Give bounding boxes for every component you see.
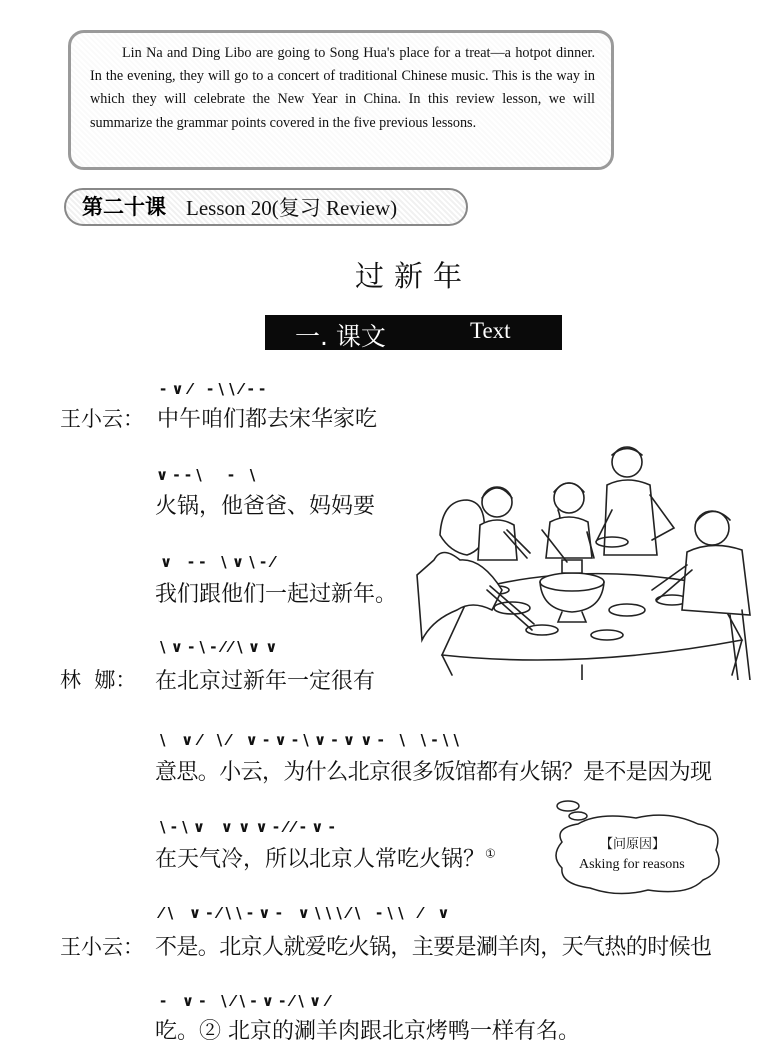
speaker-label: 王小云： (60, 407, 144, 431)
bubble-title-en: Asking for reasons (579, 857, 685, 872)
hotpot-dinner-illustration (412, 440, 752, 680)
dialogue-line: 中午咱们都去宋华家吃 (157, 407, 378, 432)
section-header (265, 315, 562, 350)
tone-marks: - ∨ - \ ⁄ \ - ∨ - ⁄ \ ∨ ⁄ (160, 992, 329, 1010)
bubble-title-cn: 【问原因】 (600, 837, 666, 852)
intro-paragraph: Lin Na and Ding Libo are going to Song Hua's place for a treat—a hotpot dinner. In the evening, they will go to a concert of traditional Chinese music. This is the way in which they will celebrate the New Year in China. In this review lesson, we will summarize the grammar points covered in the five previous lessons. (90, 45, 595, 131)
dialogue-line: 意思。小云，为什么北京很多饭馆都有火锅？是不是因为现 (155, 760, 712, 785)
dialogue-line: 吃。② 北京的涮羊肉跟北京烤鸭一样有名。 (155, 1019, 580, 1044)
dialogue-line: 火锅，他爸爸、妈妈要 (155, 494, 376, 519)
dialogue-line (155, 842, 496, 873)
tone-marks: ∨ - - \ - \ (156, 466, 256, 484)
section-title-cn: 一. 课文 (295, 322, 386, 351)
lesson-number-cn: 第二十课 (82, 195, 166, 219)
lesson-number-en: Lesson 20(复习 Review) (186, 196, 398, 220)
dialogue-line: 不是。北京人就爱吃火锅，主要是涮羊肉，天气热的时候也 (155, 935, 712, 960)
tone-marks: - ∨ ⁄ - \ \ ⁄ - - (160, 380, 266, 398)
tone-marks: \ - \ ∨ ∨ ∨ ∨ - ⁄ ⁄ - ∨ - (160, 818, 335, 836)
dialogue-text: 在天气冷，所以北京人常吃火锅？ (155, 847, 486, 872)
speaker-label: 林 娜： (60, 668, 137, 692)
tone-marks: ∨ - - \ ∨ \ - ⁄ (160, 553, 274, 571)
dialogue-line: 我们跟他们一起过新年。 (155, 582, 398, 607)
tone-marks: \ ∨ ⁄ \ ⁄ ∨ - ∨ - \ ∨ - ∨ ∨ - \ \ - \ \ (160, 731, 460, 749)
speaker-label: 王小云： (60, 935, 144, 959)
footnote-marker[interactable]: ① (485, 846, 496, 861)
tone-marks: \ ∨ - \ - ⁄ ⁄ \ ∨ ∨ (160, 638, 278, 656)
section-title-en: Text (470, 318, 511, 343)
dialogue-line: 在北京过新年一定很有 (155, 669, 376, 694)
page-title: 过新年 (355, 259, 473, 293)
tone-marks: ⁄ \ ∨ - ⁄ \ \ - ∨ - ∨ \ \ \ ⁄ \ - \ \ ⁄ ∨ (160, 904, 450, 922)
